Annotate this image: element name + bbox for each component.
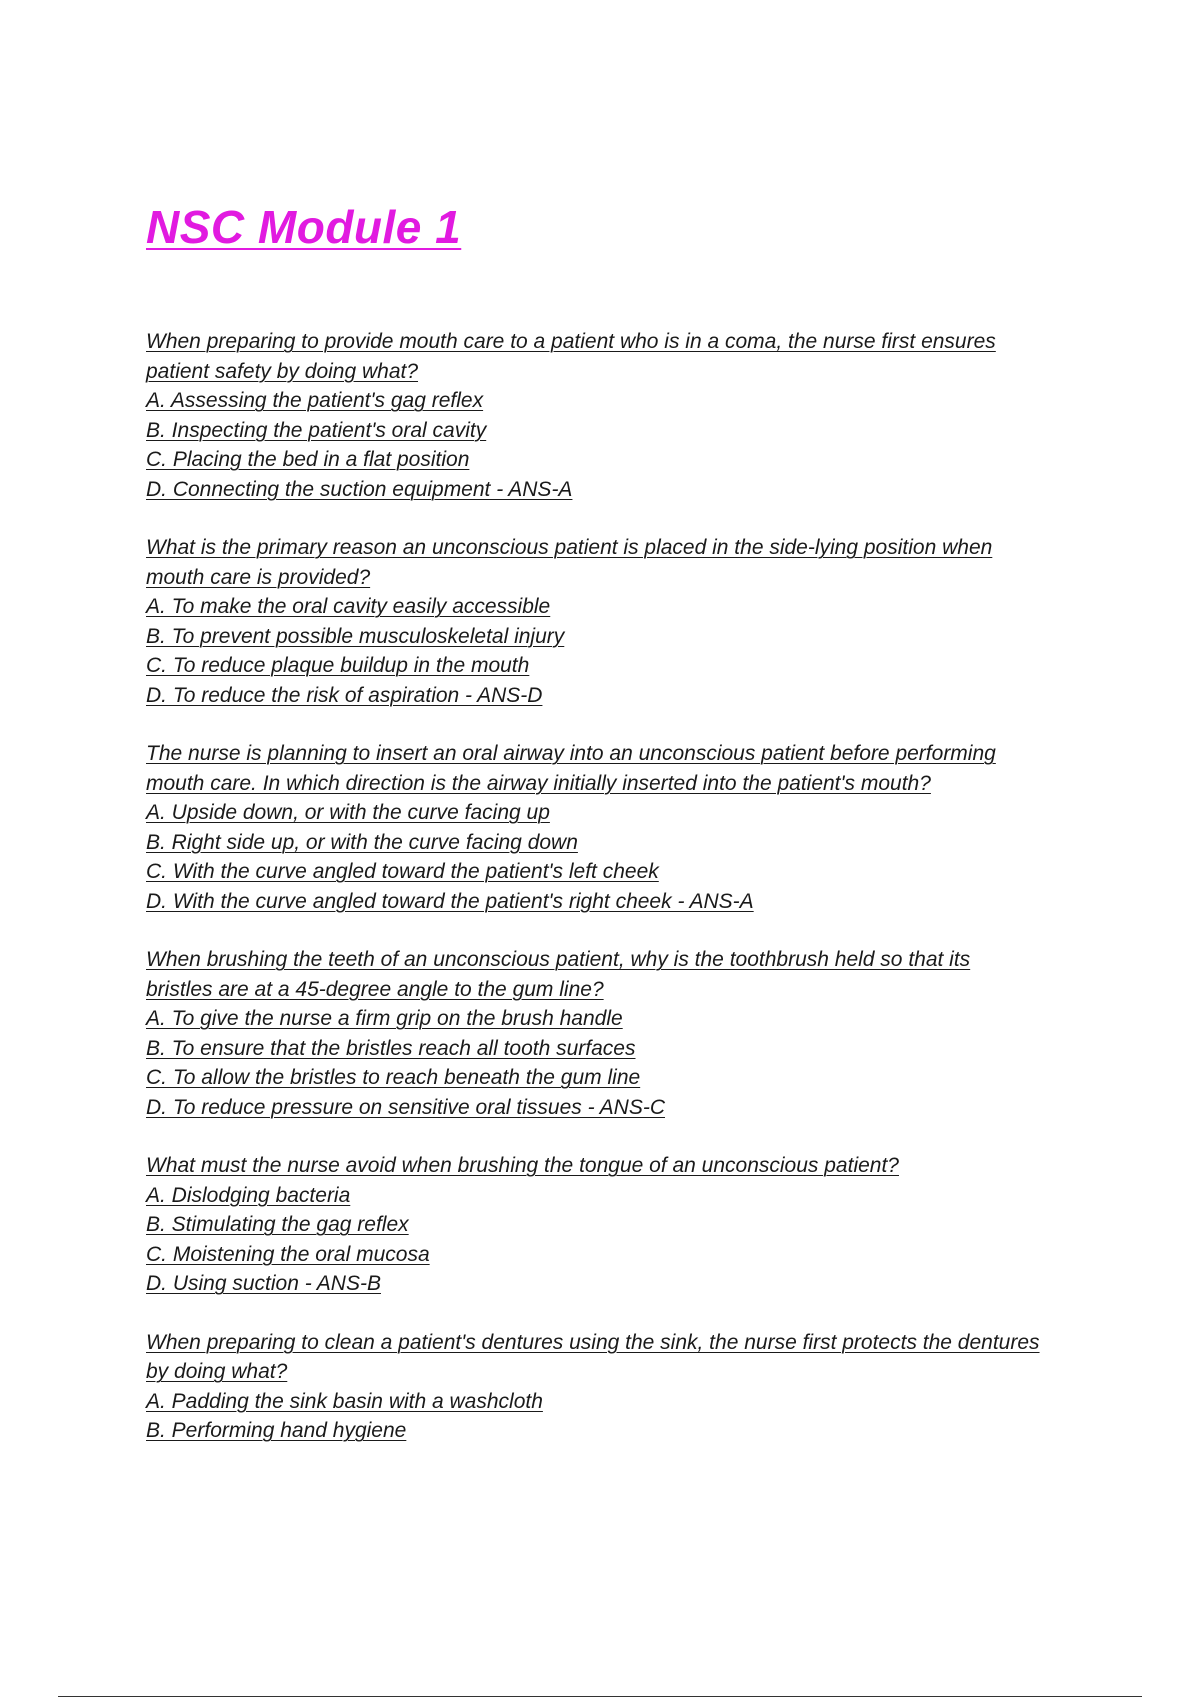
answer-option-text: C. To reduce plaque buildup in the mouth xyxy=(146,654,530,677)
answer-option xyxy=(146,1181,1106,1211)
answer-option-text: A. Padding the sink basin with a washcloth xyxy=(146,1389,543,1413)
question-stem-line xyxy=(146,563,1106,593)
answer-option xyxy=(146,828,1106,858)
answer-option-text: C. To allow the bristles to reach beneath the gum line xyxy=(146,1066,641,1089)
answer-option-text: D. Using suction - ANS-B xyxy=(146,1272,381,1295)
question-stem-text: When preparing to provide mouth care to a patient who is in a coma, the nurse first ensures xyxy=(146,330,996,353)
answer-option xyxy=(146,1063,1106,1093)
answer-option xyxy=(146,1240,1106,1270)
question-stem-line xyxy=(146,327,1106,357)
answer-option-text: A. Dislodging bacteria xyxy=(146,1183,351,1207)
question-stem-text: patient safety by doing what? xyxy=(146,359,419,383)
question-stem-text: What must the nurse avoid when brushing the tongue of an unconscious patient? xyxy=(146,1154,899,1177)
answer-option-text: B. Right side up, or with the curve facing down xyxy=(146,830,578,854)
answer-option-text: C. Placing the bed in a flat position xyxy=(146,448,470,471)
answer-option-text: B. To prevent possible musculoskeletal injury xyxy=(146,624,565,648)
question-stem-line xyxy=(146,739,1106,769)
question-stem-line xyxy=(146,975,1106,1005)
answer-option xyxy=(146,475,1106,505)
answer-option-text: A. Upside down, or with the curve facing up xyxy=(146,801,550,824)
answer-option xyxy=(146,1034,1106,1064)
answer-option xyxy=(146,622,1106,652)
question-stem-text: When brushing the teeth of an unconscious patient, why is the toothbrush held so that its xyxy=(146,948,971,971)
answer-option xyxy=(146,887,1106,917)
question-stem-line xyxy=(146,945,1106,975)
question-stem-line xyxy=(146,1151,1106,1181)
question-block xyxy=(146,533,1106,710)
answer-option xyxy=(146,1210,1106,1240)
answer-option-text: B. Performing hand hygiene xyxy=(146,1419,407,1442)
question-block xyxy=(146,1328,1106,1446)
answer-option xyxy=(146,1387,1106,1417)
question-block xyxy=(146,1151,1106,1299)
document-title: NSC Module 1 xyxy=(146,201,462,253)
answer-option-text: C. With the curve angled toward the patient's left cheek xyxy=(146,860,659,883)
question-stem-text: The nurse is planning to insert an oral airway into an unconscious patient before performing xyxy=(146,742,996,765)
question-block xyxy=(146,327,1106,504)
answer-option-text: D. To reduce pressure on sensitive oral tissues - ANS-C xyxy=(146,1095,665,1119)
answer-option-text: A. To make the oral cavity easily accessible xyxy=(146,595,551,618)
answer-option xyxy=(146,416,1106,446)
question-stem-line xyxy=(146,1328,1106,1358)
answer-option xyxy=(146,681,1106,711)
question-stem-line xyxy=(146,533,1106,563)
answer-option xyxy=(146,1004,1106,1034)
answer-option-text: D. With the curve angled toward the patient's right cheek - ANS-A xyxy=(146,889,754,913)
answer-option xyxy=(146,1269,1106,1299)
question-stem-text: When preparing to clean a patient's dentures using the sink, the nurse first protects the dentures xyxy=(146,1330,1040,1354)
question-stem-line xyxy=(146,769,1106,799)
question-stem-line xyxy=(146,357,1106,387)
question-block xyxy=(146,739,1106,916)
question-stem-text: bristles are at a 45-degree angle to the gum line? xyxy=(146,977,604,1001)
page-bottom-rule xyxy=(58,1696,1142,1697)
answer-option xyxy=(146,857,1106,887)
answer-option-text: C. Moistening the oral mucosa xyxy=(146,1242,430,1266)
question-stem-line xyxy=(146,1357,1106,1387)
answer-option xyxy=(146,386,1106,416)
question-block xyxy=(146,945,1106,1122)
answer-option xyxy=(146,1416,1106,1446)
answer-option-text: A. Assessing the patient's gag reflex xyxy=(146,389,484,412)
question-stem-text: What is the primary reason an unconscious patient is placed in the side-lying position when xyxy=(146,536,993,559)
answer-option-text: D. To reduce the risk of aspiration - ANS-D xyxy=(146,683,543,707)
answer-option-text: A. To give the nurse a firm grip on the brush handle xyxy=(146,1007,623,1030)
answer-option-text: D. Connecting the suction equipment - ANS-A xyxy=(146,477,573,501)
answer-option xyxy=(146,592,1106,622)
question-stem-text: mouth care is provided? xyxy=(146,565,371,589)
answer-option xyxy=(146,651,1106,681)
answer-option xyxy=(146,798,1106,828)
answer-option-text: B. To ensure that the bristles reach all tooth surfaces xyxy=(146,1036,636,1060)
question-stem-text: by doing what? xyxy=(146,1360,288,1383)
answer-option-text: B. Stimulating the gag reflex xyxy=(146,1213,409,1236)
answer-option xyxy=(146,445,1106,475)
answer-option-text: B. Inspecting the patient's oral cavity xyxy=(146,418,487,442)
question-stem-text: mouth care. In which direction is the airway initially inserted into the patient's mouth? xyxy=(146,771,931,795)
question-list xyxy=(146,327,1106,1475)
answer-option xyxy=(146,1093,1106,1123)
